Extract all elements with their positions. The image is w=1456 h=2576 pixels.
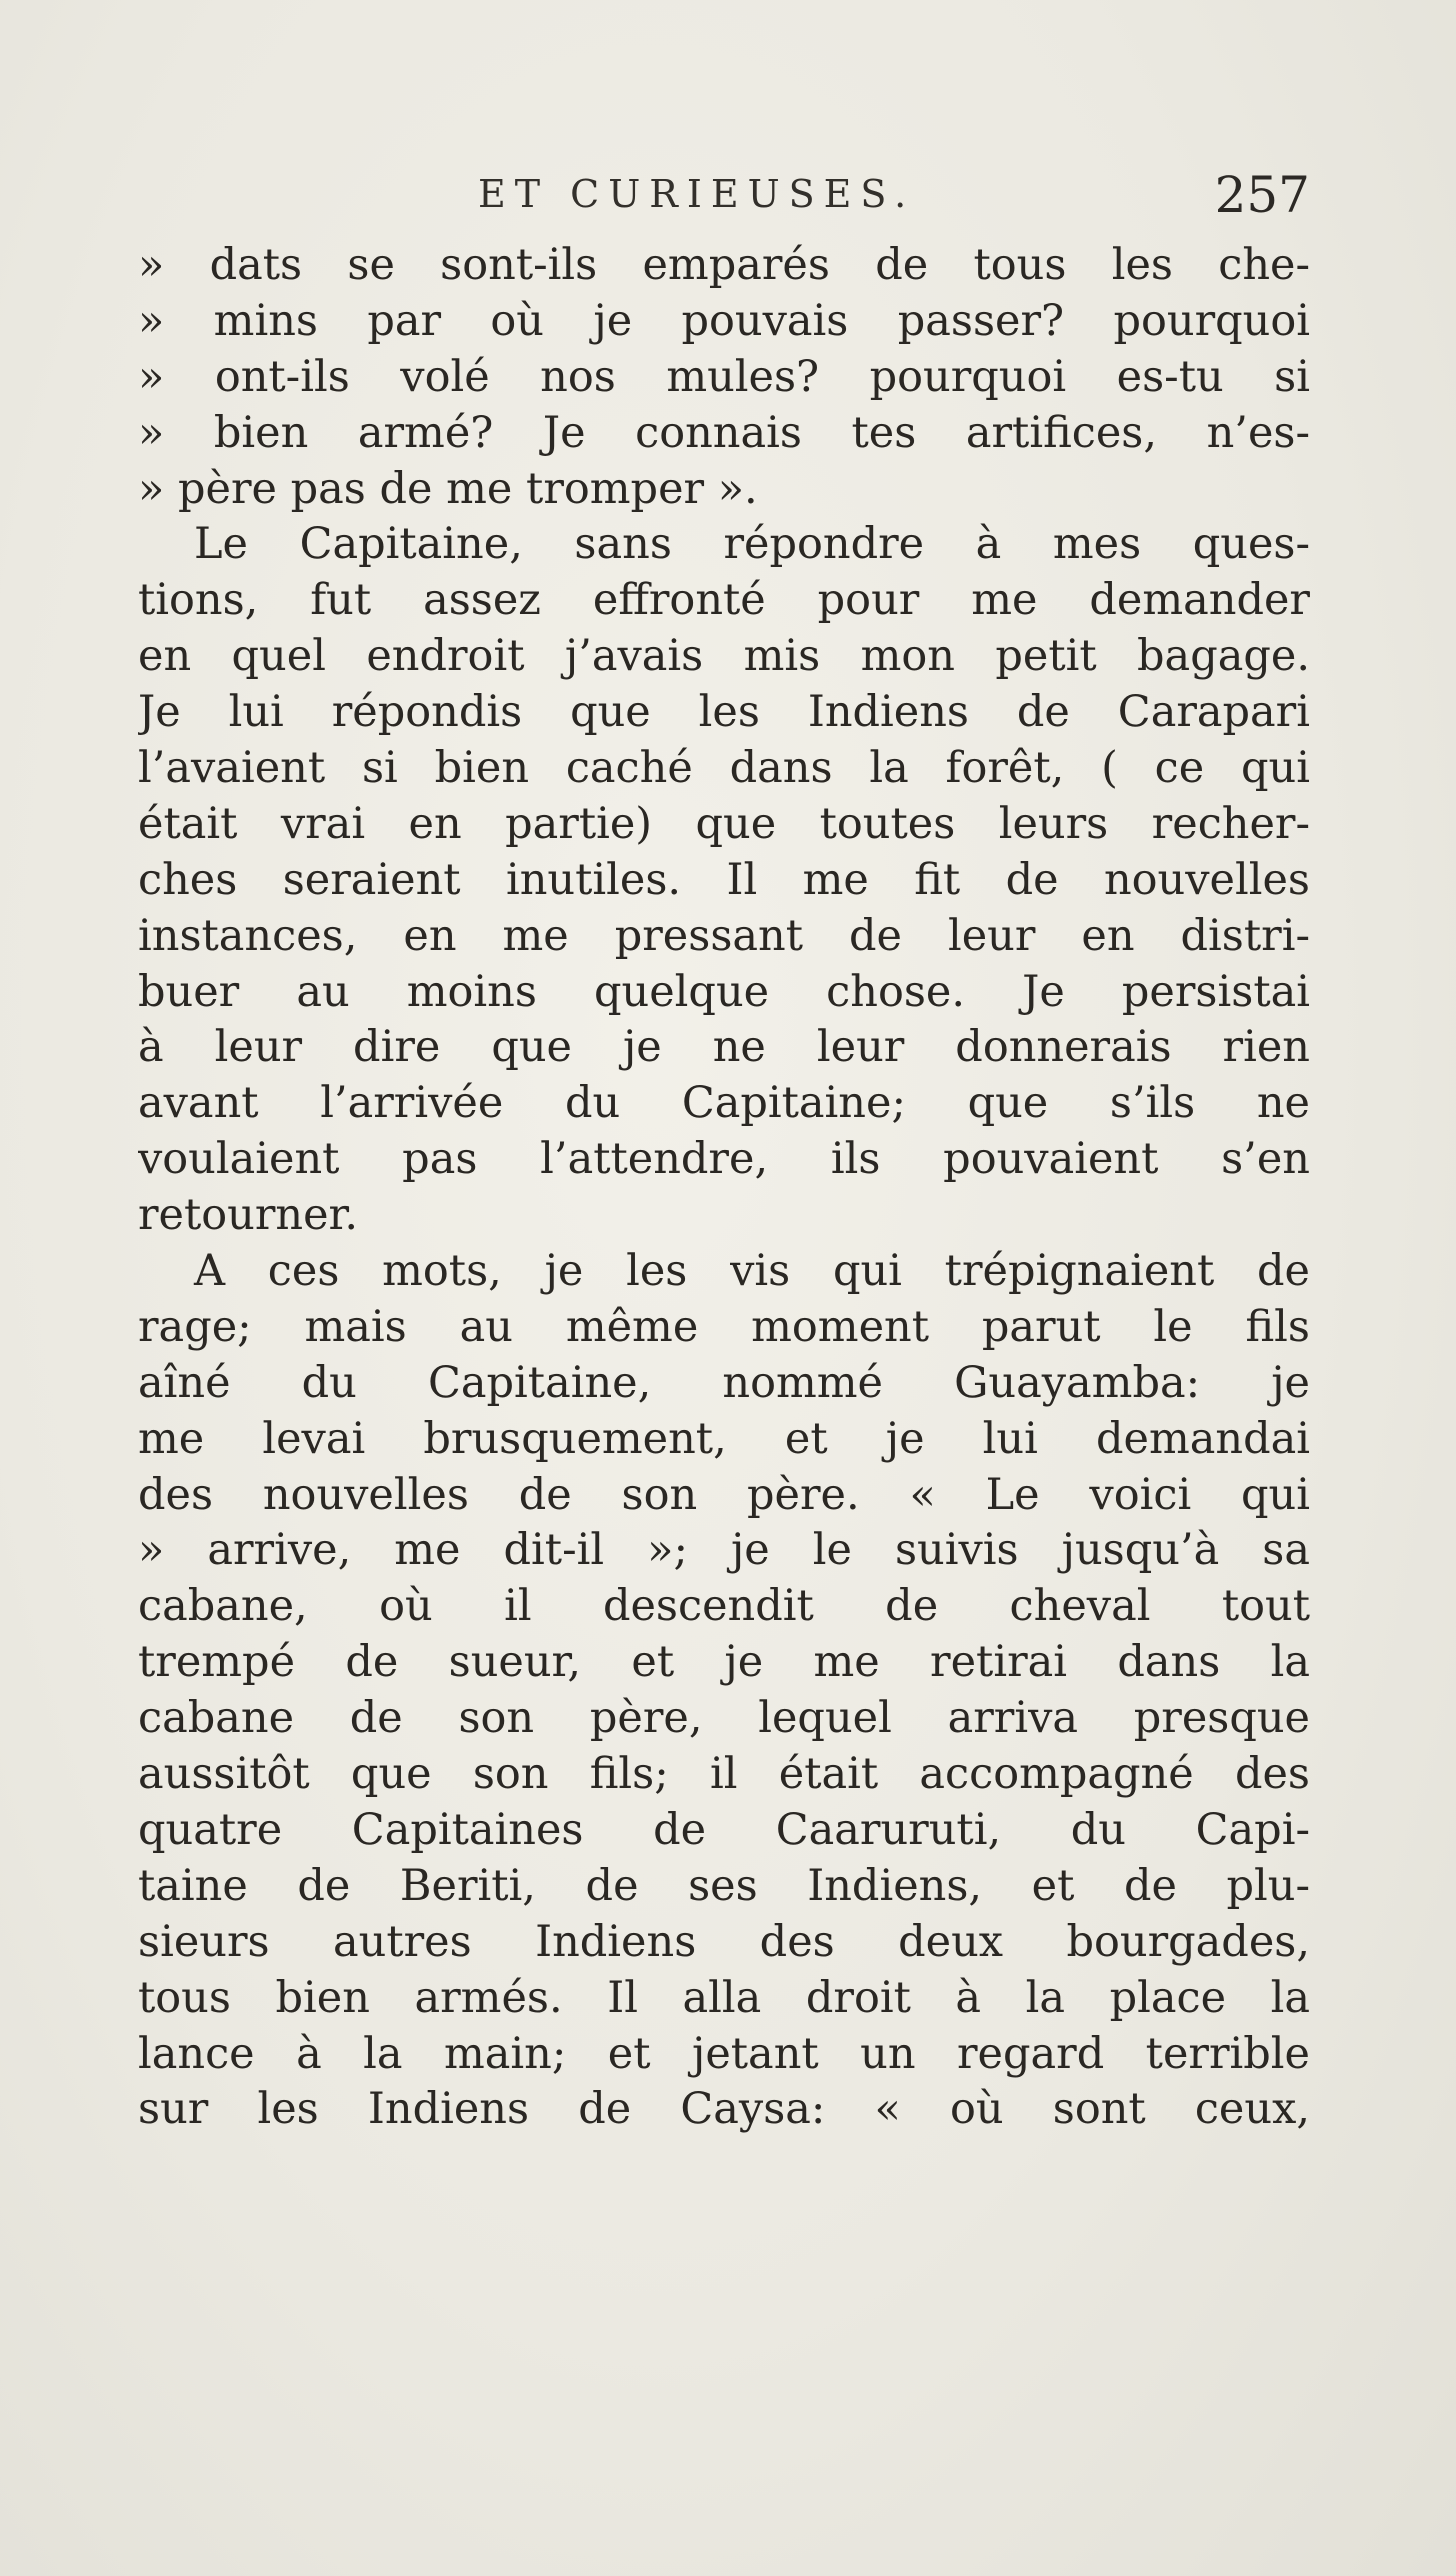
page-number: 257 — [1214, 166, 1310, 224]
text-line: retourner. — [138, 1190, 359, 1241]
text-line: sur les Indiens de Caysa: « où sont ceux, — [138, 2084, 1310, 2135]
text-line: » bien armé? Je connais tes artifices, n’es- — [138, 407, 1310, 458]
text-line: quatre Capitaines de Caaruruti, du Capi- — [138, 1804, 1310, 1855]
text-line: tions, fut assez effronté pour me demander — [138, 575, 1310, 626]
text-line: l’avaient si bien caché dans la forêt, ( ce qui — [138, 743, 1310, 794]
paragraph-start-line: Le Capitaine, sans répondre à mes ques- — [194, 519, 1310, 570]
text-line: sieurs autres Indiens des deux bourgades, — [138, 1916, 1310, 1967]
text-line: » ont-ils volé nos mules? pourquoi es-tu si — [138, 351, 1310, 402]
text-line: » arrive, me dit-il »; je le suivis jusqu’à sa — [138, 1525, 1310, 1576]
text-line: » mins par où je pouvais passer? pourquoi — [138, 295, 1310, 346]
text-line: aussitôt que son fils; il était accompagné des — [138, 1749, 1310, 1800]
text-line: des nouvelles de son père. « Le voici qui — [138, 1469, 1310, 1520]
text-line: taine de Beriti, de ses Indiens, et de plu- — [138, 1860, 1310, 1911]
text-line: Je lui répondis que les Indiens de Carapari — [138, 687, 1310, 738]
text-line: à leur dire que je ne leur donnerais rien — [138, 1022, 1310, 1073]
text-line: en quel endroit j’avais mis mon petit bagage. — [138, 631, 1310, 682]
text-line: aîné du Capitaine, nommé Guayamba: je — [138, 1357, 1310, 1408]
text-line: tous bien armés. Il alla droit à la place la — [138, 1972, 1310, 2023]
text-line: trempé de sueur, et je me retirai dans la — [138, 1637, 1310, 1688]
text-line: cabane, où il descendit de cheval tout — [138, 1581, 1310, 1632]
page-header — [138, 166, 1310, 232]
text-line: voulaient pas l’attendre, ils pouvaient s’en — [138, 1134, 1310, 1185]
text-line: instances, en me pressant de leur en distri- — [138, 910, 1310, 961]
text-line: avant l’arrivée du Capitaine; que s’ils ne — [138, 1078, 1310, 1129]
text-line: me levai brusquement, et je lui demandai — [138, 1413, 1310, 1464]
text-line: buer au moins quelque chose. Je persistai — [138, 966, 1310, 1017]
paragraph-start-line: A ces mots, je les vis qui trépignaient de — [194, 1246, 1310, 1297]
text-line: » dats se sont-ils emparés de tous les che- — [138, 240, 1310, 290]
text-line: lance à la main; et jetant un regard terrible — [138, 2028, 1310, 2079]
text-line: cabane de son père, lequel arriva presque — [138, 1693, 1310, 1744]
text-line: » père pas de me tromper ». — [138, 463, 758, 514]
body-text — [138, 238, 1310, 2138]
text-line: rage; mais au même moment parut le fils — [138, 1301, 1310, 1352]
text-line: était vrai en partie) que toutes leurs recher- — [138, 798, 1310, 849]
running-title: ET CURIEUSES. — [478, 172, 916, 216]
text-line: ches seraient inutiles. Il me fit de nouvelles — [138, 854, 1310, 905]
